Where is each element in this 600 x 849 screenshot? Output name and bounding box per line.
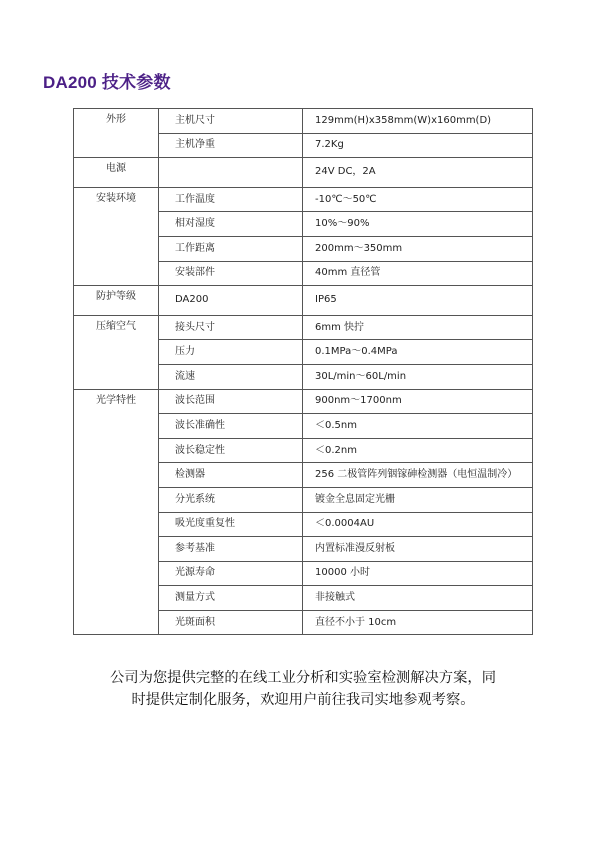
value-cell: 10%～90%: [303, 212, 533, 237]
parameter-cell: 主机净重: [159, 133, 303, 158]
parameter-cell: 相对湿度: [159, 212, 303, 237]
page-title: DA200 技术参数: [43, 73, 171, 92]
parameter-cell: 流速: [159, 364, 303, 389]
parameter-cell: 光斑面积: [159, 610, 303, 635]
parameter-cell: 工作温度: [159, 187, 303, 212]
value-cell: 900nm～1700nm: [303, 389, 533, 414]
company-statement-line: 公司为您提供完整的在线工业分析和实验室检测解决方案，同: [109, 670, 496, 686]
parameter-cell: 测量方式: [159, 586, 303, 611]
category-cell: 防护等级: [74, 286, 159, 316]
table-row: [74, 389, 533, 414]
parameter-cell: DA200: [159, 286, 303, 316]
category-cell: 外形: [74, 109, 159, 158]
parameter-cell: 波长范围: [159, 389, 303, 414]
parameter-cell: 主机尺寸: [159, 109, 303, 134]
value-cell: 7.2Kg: [303, 133, 533, 158]
table-row: [74, 158, 533, 188]
value-cell: 30L/min～60L/min: [303, 364, 533, 389]
parameter-cell: 安装部件: [159, 261, 303, 286]
value-cell: 直径不小于 10cm: [303, 610, 533, 635]
value-cell: -10℃～50℃: [303, 187, 533, 212]
parameter-cell: 光源寿命: [159, 561, 303, 586]
value-cell: ＜0.5nm: [303, 414, 533, 439]
table-row: [74, 109, 533, 134]
parameter-cell: 波长准确性: [159, 414, 303, 439]
value-cell: 256 二极管阵列铟镓砷检测器（电恒温制冷）: [303, 463, 533, 488]
value-cell: IP65: [303, 286, 533, 316]
company-statement-line: 时提供定制化服务，欢迎用户前往我司实地参观考察。: [131, 692, 475, 708]
parameter-cell: 接头尺寸: [159, 315, 303, 340]
parameter-cell: 波长稳定性: [159, 438, 303, 463]
category-cell: 光学特性: [74, 389, 159, 635]
parameter-cell: 吸光度重复性: [159, 512, 303, 537]
parameter-cell: 压力: [159, 340, 303, 365]
parameter-cell: 工作距离: [159, 236, 303, 261]
parameter-cell: [159, 158, 303, 188]
value-cell: 129mm(H)x358mm(W)x160mm(D): [303, 109, 533, 134]
value-cell: 非接触式: [303, 586, 533, 611]
company-statement: [78, 667, 528, 711]
spec-table: [73, 108, 533, 635]
parameter-cell: 分光系统: [159, 487, 303, 512]
table-row: [74, 187, 533, 212]
category-cell: 安装环境: [74, 187, 159, 285]
table-row: [74, 286, 533, 316]
value-cell: 0.1MPa～0.4MPa: [303, 340, 533, 365]
value-cell: ＜0.2nm: [303, 438, 533, 463]
value-cell: 24V DC，2A: [303, 158, 533, 188]
value-cell: 6mm 快拧: [303, 315, 533, 340]
parameter-cell: 参考基准: [159, 537, 303, 562]
value-cell: ＜0.0004AU: [303, 512, 533, 537]
value-cell: 镀金全息固定光栅: [303, 487, 533, 512]
category-cell: 压缩空气: [74, 315, 159, 389]
category-cell: 电源: [74, 158, 159, 188]
parameter-cell: 检测器: [159, 463, 303, 488]
table-row: [74, 315, 533, 340]
value-cell: 10000 小时: [303, 561, 533, 586]
value-cell: 内置标准漫反射板: [303, 537, 533, 562]
value-cell: 40mm 直径管: [303, 261, 533, 286]
value-cell: 200mm～350mm: [303, 236, 533, 261]
